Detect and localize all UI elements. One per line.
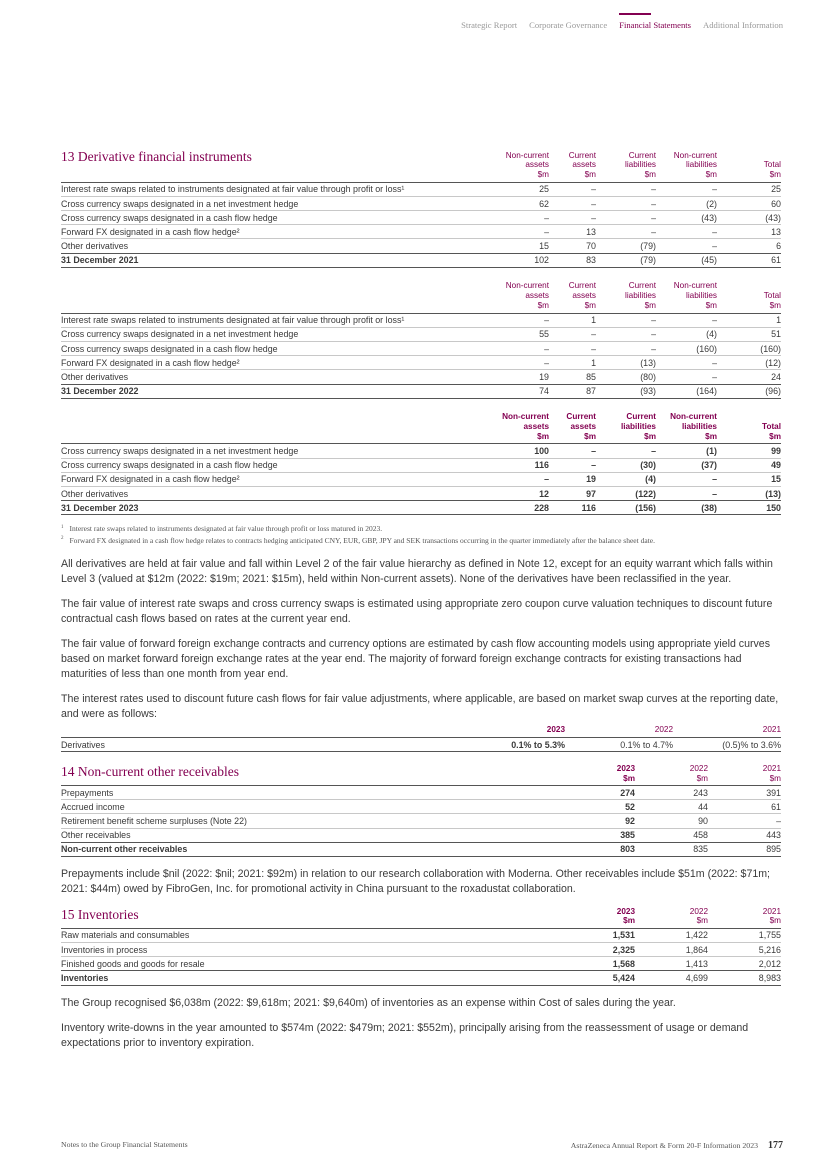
column-header: Current liabilities $m <box>625 150 656 180</box>
cell-value: (13) <box>717 486 781 500</box>
cell-value: (4) <box>596 472 656 486</box>
cell-value: – <box>549 196 596 210</box>
table-row <box>61 800 781 814</box>
row-label: Cross currency swaps designated in a cash flow hedge <box>61 211 491 225</box>
rates-year-header: 2021 <box>762 725 781 735</box>
cell-value: – <box>596 313 656 327</box>
column-header: Non-current assets $m <box>502 412 549 441</box>
cell-value: – <box>596 444 656 458</box>
note-13-title: 13 Derivative financial instruments <box>61 149 252 164</box>
total-value: 87 <box>549 384 596 398</box>
receivables-header-2023: 2023 $m <box>616 763 635 783</box>
cell-value: (43) <box>717 211 781 225</box>
discount-rates-table <box>61 724 781 752</box>
cell-value: – <box>656 472 717 486</box>
total-value: (93) <box>596 384 656 398</box>
footer-publication: AstraZeneca Annual Report & Form 20-F Information 2023 177 <box>570 1140 783 1151</box>
note-15 <box>61 905 781 1051</box>
total-value: (164) <box>656 384 717 398</box>
row-label: Prepayments <box>61 785 521 799</box>
cell-value: – <box>549 444 596 458</box>
cell-value: 90 <box>635 814 708 828</box>
total-row <box>61 501 781 515</box>
note-13-footnotes <box>61 523 781 546</box>
cell-value: 1 <box>549 313 596 327</box>
cell-value: (12) <box>717 356 781 370</box>
note-14-title: 14 Non-current other receivables <box>61 763 240 779</box>
row-label: Forward FX designated in a cash flow hedge² <box>61 225 491 239</box>
table-row <box>61 239 781 253</box>
cell-value: 51 <box>717 327 781 341</box>
table-row <box>61 472 781 486</box>
cell-value: 52 <box>521 800 635 814</box>
table-row <box>61 196 781 210</box>
cell-value: – <box>549 458 596 472</box>
footnote-2: $^2$ Forward FX designated in a cash flow hedge relates to contracts hedging anticipated CNY, EUR, GBP, JPY and SEK transactions occurring in the quarter immediately after the balance sheet date. <box>61 535 655 545</box>
total-value: 61 <box>717 253 781 267</box>
total-label: 31 December 2021 <box>61 253 491 267</box>
cell-value: 25 <box>491 182 549 196</box>
paragraph: The interest rates used to discount future cash flows for fair value adjustments, where applicable, are based on market swap curves at the reporting date, and were as follows: <box>61 692 779 720</box>
non-current-receivables-table <box>61 762 781 857</box>
top-navigation <box>449 20 783 30</box>
row-label: Cross currency swaps designated in a net investment hedge <box>61 444 491 458</box>
cell-value: 1,413 <box>635 957 708 971</box>
derivatives-table-2022 <box>61 280 781 399</box>
table-row <box>61 957 781 971</box>
paragraph: Inventory write-downs in the year amounted to $574m (2022: $479m; 2021: $552m), principally arising from the reassessment of usage or demand expectations prior to inventory expiration. <box>61 1021 749 1049</box>
rates-value: 0.1% to 4.7% <box>565 737 673 751</box>
cell-value: (79) <box>596 239 656 253</box>
cell-value: – <box>596 211 656 225</box>
inventories-header-2021: 2021 $m <box>762 906 781 926</box>
cell-value: 116 <box>491 458 549 472</box>
table-row <box>61 943 781 957</box>
cell-value: – <box>656 356 717 370</box>
cell-value: – <box>491 356 549 370</box>
table-row <box>61 370 781 384</box>
note-15-title: 15 Inventories <box>61 906 139 922</box>
total-value: 8,983 <box>708 971 781 985</box>
nav-corporate-governance[interactable]: Corporate Governance <box>529 20 608 30</box>
cell-value: 15 <box>717 472 781 486</box>
nav-financial-statements[interactable]: Financial Statements <box>619 20 692 30</box>
paragraph: The fair value of interest rate swaps and cross currency swaps is estimated using appropriate zero coupon curve valuation techniques to discount future contractual cash flows based on rates at the current year end. <box>61 597 773 625</box>
table-row <box>61 356 781 370</box>
cell-value: (160) <box>656 341 717 355</box>
cell-value: 19 <box>549 472 596 486</box>
total-row <box>61 384 781 398</box>
column-header: Current liabilities $m <box>620 412 656 441</box>
table-row <box>61 182 781 196</box>
row-label: Accrued income <box>61 800 521 814</box>
cell-value: 97 <box>549 486 596 500</box>
row-label: Raw materials and consumables <box>61 928 521 942</box>
cell-value: – <box>549 182 596 196</box>
cell-value: – <box>656 225 717 239</box>
cell-value: – <box>491 211 549 225</box>
derivatives-table-2021 <box>61 149 781 268</box>
cell-value: 49 <box>717 458 781 472</box>
table-row <box>61 814 781 828</box>
cell-value: – <box>708 814 781 828</box>
cell-value: – <box>656 486 717 500</box>
total-value: 150 <box>717 501 781 515</box>
table-row <box>61 785 781 799</box>
row-label: Interest rate swaps related to instruments designated at fair value through profit or loss¹ <box>61 313 491 327</box>
cell-value: – <box>596 182 656 196</box>
column-header: Current assets $m <box>568 281 596 311</box>
cell-value: – <box>491 313 549 327</box>
column-header: Non-current assets $m <box>505 281 549 311</box>
cell-value: 274 <box>521 785 635 799</box>
total-value: 83 <box>549 253 596 267</box>
cell-value: 6 <box>717 239 781 253</box>
total-value: 74 <box>491 384 549 398</box>
cell-value: 15 <box>491 239 549 253</box>
cell-value: – <box>656 313 717 327</box>
row-label: Other derivatives <box>61 370 491 384</box>
cell-value: (2) <box>656 196 717 210</box>
row-label: Forward FX designated in a cash flow hedge² <box>61 472 491 486</box>
column-header: Current liabilities $m <box>625 281 656 311</box>
cell-value: 1 <box>549 356 596 370</box>
rates-value: 0.1% to 5.3% <box>461 737 565 751</box>
cell-value: 13 <box>717 225 781 239</box>
cell-value: 2,325 <box>521 943 635 957</box>
row-label: Other receivables <box>61 828 521 842</box>
total-label: Inventories <box>61 971 521 985</box>
cell-value: (122) <box>596 486 656 500</box>
total-value: 835 <box>635 842 708 856</box>
table-row <box>61 444 781 458</box>
cell-value: (13) <box>596 356 656 370</box>
nav-additional-information[interactable]: Additional Information <box>703 20 783 30</box>
cell-value: 1,422 <box>635 928 708 942</box>
cell-value: 1,864 <box>635 943 708 957</box>
cell-value: 458 <box>635 828 708 842</box>
row-label: Cross currency swaps designated in a net investment hedge <box>61 327 491 341</box>
cell-value: 70 <box>549 239 596 253</box>
total-value: (38) <box>656 501 717 515</box>
cell-value: 24 <box>717 370 781 384</box>
column-header: Current assets $m <box>566 412 596 441</box>
page-footer <box>61 1140 783 1151</box>
cell-value: 92 <box>521 814 635 828</box>
total-value: (45) <box>656 253 717 267</box>
footer-section: Notes to the Group Financial Statements <box>61 1140 188 1149</box>
total-label: Non-current other receivables <box>61 842 521 856</box>
inventories-header-2022: 2022 $m <box>689 906 708 926</box>
row-label: Cross currency swaps designated in a net investment hedge <box>61 196 491 210</box>
column-header: Non-current liabilities $m <box>670 412 717 441</box>
rates-year-header: 2022 <box>654 725 673 735</box>
cell-value: 443 <box>708 828 781 842</box>
cell-value: 85 <box>549 370 596 384</box>
column-header: Non-current assets $m <box>505 150 549 180</box>
total-label: 31 December 2022 <box>61 384 491 398</box>
cell-value: 61 <box>708 800 781 814</box>
cell-value: 1,755 <box>708 928 781 942</box>
paragraph: Prepayments include $nil (2022: $nil; 2021: $92m) in relation to our research collaboration with Moderna. Other receivables include $51m (2022: $71m; 2021: $44m) owed by FibroGen, Inc. for promotional activity in China pursuant to the roxadustat collaboration. <box>61 867 771 895</box>
total-value: 116 <box>549 501 596 515</box>
derivatives-table-2023 <box>61 411 781 516</box>
cell-value: (37) <box>656 458 717 472</box>
row-label: Finished goods and goods for resale <box>61 957 521 971</box>
inventories-table <box>61 905 781 986</box>
rates-year-header: 2023 <box>546 725 565 735</box>
cell-value: 1,568 <box>521 957 635 971</box>
column-header: Non-current liabilities $m <box>673 150 717 180</box>
cell-value: – <box>596 341 656 355</box>
total-value: 803 <box>521 842 635 856</box>
cell-value: 13 <box>549 225 596 239</box>
cell-value: 25 <box>717 182 781 196</box>
cell-value: 100 <box>491 444 549 458</box>
cell-value: – <box>549 341 596 355</box>
receivables-header-2021: 2021 $m <box>762 763 781 783</box>
cell-value: 99 <box>717 444 781 458</box>
cell-value: (4) <box>656 327 717 341</box>
cell-value: – <box>656 370 717 384</box>
cell-value: – <box>491 341 549 355</box>
row-label: Interest rate swaps related to instruments designated at fair value through profit or loss¹ <box>61 182 491 196</box>
total-value: 102 <box>491 253 549 267</box>
rates-value: (0.5)% to 3.6% <box>673 737 781 751</box>
cell-value: – <box>596 196 656 210</box>
table-row <box>61 313 781 327</box>
table-row <box>61 211 781 225</box>
total-value: 4,699 <box>635 971 708 985</box>
column-header: Total $m <box>763 291 781 311</box>
cell-value: – <box>656 239 717 253</box>
total-value: 228 <box>491 501 549 515</box>
nav-strategic-report[interactable]: Strategic Report <box>461 20 518 30</box>
cell-value: 5,216 <box>708 943 781 957</box>
derivative-tables <box>61 149 781 515</box>
footnote-1: $^1$ Interest rate swaps related to instruments designated at fair value through profit or loss matured in 2023. <box>61 524 383 534</box>
cell-value: 243 <box>635 785 708 799</box>
cell-value: 1,531 <box>521 928 635 942</box>
column-header: Current assets $m <box>568 150 596 180</box>
table-row <box>61 486 781 500</box>
total-value: 5,424 <box>521 971 635 985</box>
row-label: Retirement benefit scheme surpluses (Note 22) <box>61 814 521 828</box>
cell-value: (30) <box>596 458 656 472</box>
total-value: (156) <box>596 501 656 515</box>
row-label: Forward FX designated in a cash flow hedge² <box>61 356 491 370</box>
cell-value: 44 <box>635 800 708 814</box>
page-number: 177 <box>768 1140 783 1151</box>
cell-value: – <box>491 472 549 486</box>
cell-value: – <box>549 211 596 225</box>
cell-value: 2,012 <box>708 957 781 971</box>
cell-value: (80) <box>596 370 656 384</box>
receivables-header-2022: 2022 $m <box>689 763 708 783</box>
cell-value: – <box>596 327 656 341</box>
total-label: 31 December 2023 <box>61 501 491 515</box>
table-row <box>61 458 781 472</box>
cell-value: 62 <box>491 196 549 210</box>
cell-value: (160) <box>717 341 781 355</box>
total-value: (79) <box>596 253 656 267</box>
cell-value: (43) <box>656 211 717 225</box>
cell-value: 1 <box>717 313 781 327</box>
row-label: Cross currency swaps designated in a cash flow hedge <box>61 458 491 472</box>
rates-label: Derivatives <box>61 737 461 751</box>
note-13 <box>61 149 781 752</box>
cell-value: – <box>656 182 717 196</box>
row-label: Other derivatives <box>61 486 491 500</box>
row-label: Other derivatives <box>61 239 491 253</box>
row-label: Inventories in process <box>61 943 521 957</box>
cell-value: 60 <box>717 196 781 210</box>
page-content <box>61 140 781 1051</box>
table-row <box>61 225 781 239</box>
total-value: (96) <box>717 384 781 398</box>
table-row <box>61 341 781 355</box>
paragraph: The Group recognised $6,038m (2022: $9,618m; 2021: $9,640m) of inventories as an expense within Cost of sales during the year. <box>61 996 676 1009</box>
cell-value: – <box>549 327 596 341</box>
total-row <box>61 842 781 856</box>
row-label: Cross currency swaps designated in a cash flow hedge <box>61 341 491 355</box>
total-value: 895 <box>708 842 781 856</box>
paragraph: The fair value of forward foreign exchange contracts and currency options are estimated by cash flow accounting models using appropriate yield curves based on market forward foreign exchange rates at the year end. The majority of forward foreign exchange contracts for existing transactions had maturities of less than one month from year end. <box>61 637 770 680</box>
table-row <box>61 828 781 842</box>
column-header: Total $m <box>762 422 781 441</box>
cell-value: 55 <box>491 327 549 341</box>
cell-value: 385 <box>521 828 635 842</box>
column-header: Total $m <box>763 160 781 180</box>
column-header: Non-current liabilities $m <box>673 281 717 311</box>
cell-value: – <box>491 225 549 239</box>
cell-value: 12 <box>491 486 549 500</box>
total-row <box>61 253 781 267</box>
cell-value: 19 <box>491 370 549 384</box>
cell-value: (1) <box>656 444 717 458</box>
table-row <box>61 327 781 341</box>
cell-value: – <box>596 225 656 239</box>
cell-value: 391 <box>708 785 781 799</box>
paragraph: All derivatives are held at fair value and fall within Level 2 of the fair value hierarchy as defined in Note 12, except for an equity warrant which falls within Level 3 (valued at $12m (2022: $19m; 2021: $15m), held within Non-current assets). None of the derivatives have been reclassified in the year. <box>61 557 773 585</box>
note-14 <box>61 762 781 897</box>
table-row <box>61 928 781 942</box>
inventories-header-2023: 2023 $m <box>616 906 635 926</box>
total-row <box>61 971 781 985</box>
